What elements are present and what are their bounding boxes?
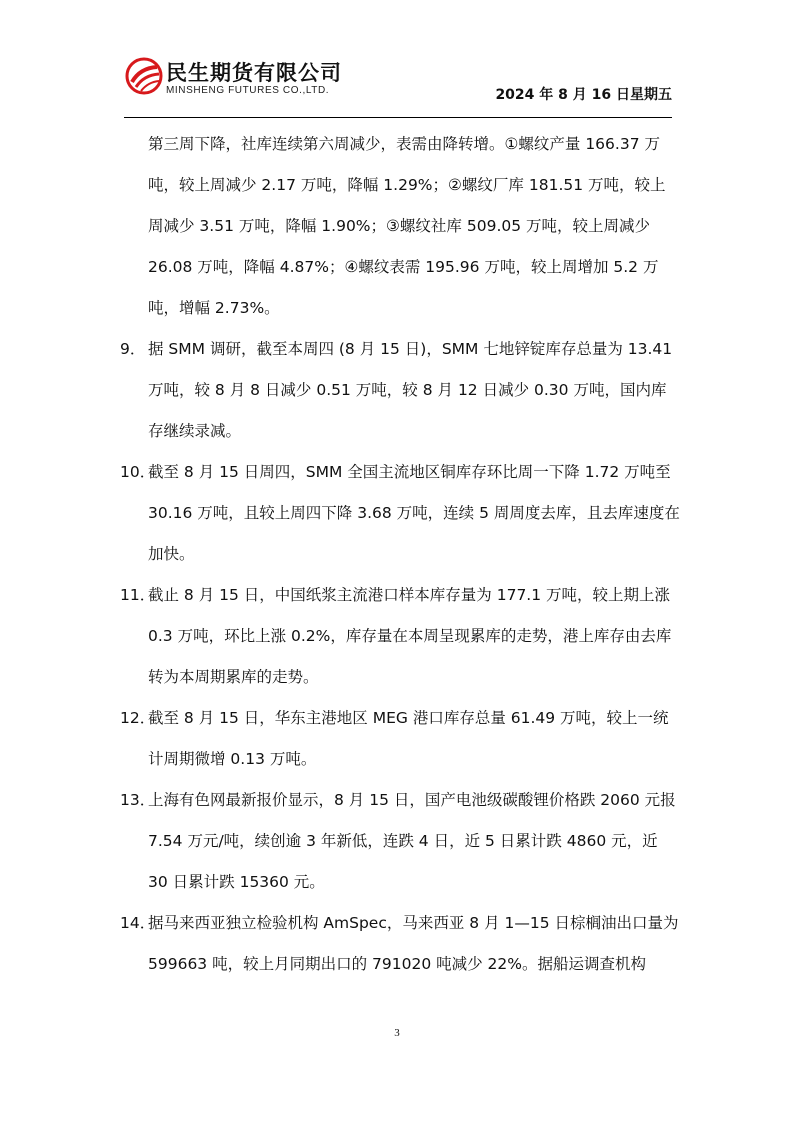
list-item bbox=[120, 575, 680, 698]
minsheng-logo-icon bbox=[124, 56, 164, 96]
list-item bbox=[120, 780, 680, 903]
brand-name-cn: 民生期货有限公司 bbox=[166, 61, 342, 85]
list-item-text: 上海有色网最新报价显示，8 月 15 日，国产电池级碳酸锂价格跌 2060 元报 7.54 万元/吨，续创逾 3 年新低，连跌 4 日，近 5 日累计跌 4860 元，近 30 日累计跌 15360 元。 bbox=[148, 791, 676, 891]
list-item-text: 截止 8 月 15 日，中国纸浆主流港口样本库存量为 177.1 万吨，较上期上涨 0.3 万吨，环比上涨 0.2%，库存量在本周呈现累库的走势，港上库存由去库转为本周期累库的走势。 bbox=[148, 586, 672, 686]
brand-name-en: MINSHENG FUTURES CO.,LTD. bbox=[166, 85, 330, 96]
page-header bbox=[124, 56, 672, 118]
page-number: 3 bbox=[394, 1027, 400, 1039]
main-content bbox=[120, 124, 680, 985]
list-item-number: 13． bbox=[120, 791, 156, 809]
list-item-text: 截至 8 月 15 日，华东主港地区 MEG 港口库存总量 61.49 万吨，较上一统计周期微增 0.13 万吨。 bbox=[148, 709, 669, 768]
list-item-text: 截至 8 月 15 日周四，SMM 全国主流地区铜库存环比周一下降 1.72 万吨至 30.16 万吨，且较上周四下降 3.68 万吨，连续 5 周周度去库，且去库速度在加快。 bbox=[148, 463, 680, 563]
header-divider bbox=[124, 117, 672, 118]
list-item-number: 12． bbox=[120, 709, 156, 727]
list-item bbox=[120, 698, 680, 780]
list-item-number: 9． bbox=[120, 340, 146, 358]
list-item bbox=[120, 903, 680, 985]
list-item-text: 据 SMM 调研，截至本周四 (8 月 15 日)，SMM 七地锌锭库存总量为 13.41 万吨，较 8 月 8 日减少 0.51 万吨，较 8 月 12 日减少 0.30 万吨，国内库存继续录减。 bbox=[148, 340, 673, 440]
list-item-number: 11． bbox=[120, 586, 156, 604]
list-item bbox=[120, 329, 680, 452]
list-item-number: 10． bbox=[120, 463, 156, 481]
report-date: 2024 年 8 月 16 日星期五 bbox=[495, 87, 672, 103]
list-item-text: 据马来西亚独立检验机构 AmSpec，马来西亚 8 月 1—15 日棕榈油出口量为 599663 吨，较上月同期出口的 791020 吨减少 22%。据船运调查机构 bbox=[148, 914, 679, 973]
list-item bbox=[120, 452, 680, 575]
lead-paragraph: 第三周下降，社库连续第六周减少，表需由降转增。①螺纹产量 166.37 万吨，较上周减少 2.17 万吨，降幅 1.29%；②螺纹厂库 181.51 万吨，较上周减少 3.51 万吨，降幅 1.90%；③螺纹社库 509.05 万吨，较上周减少 26.08 万吨，降幅 4.87%；④螺纹表需 195.96 万吨，较上周增加 5.2 万吨，增幅 2.73%。 bbox=[148, 135, 666, 317]
list-item-number: 14． bbox=[120, 914, 156, 932]
